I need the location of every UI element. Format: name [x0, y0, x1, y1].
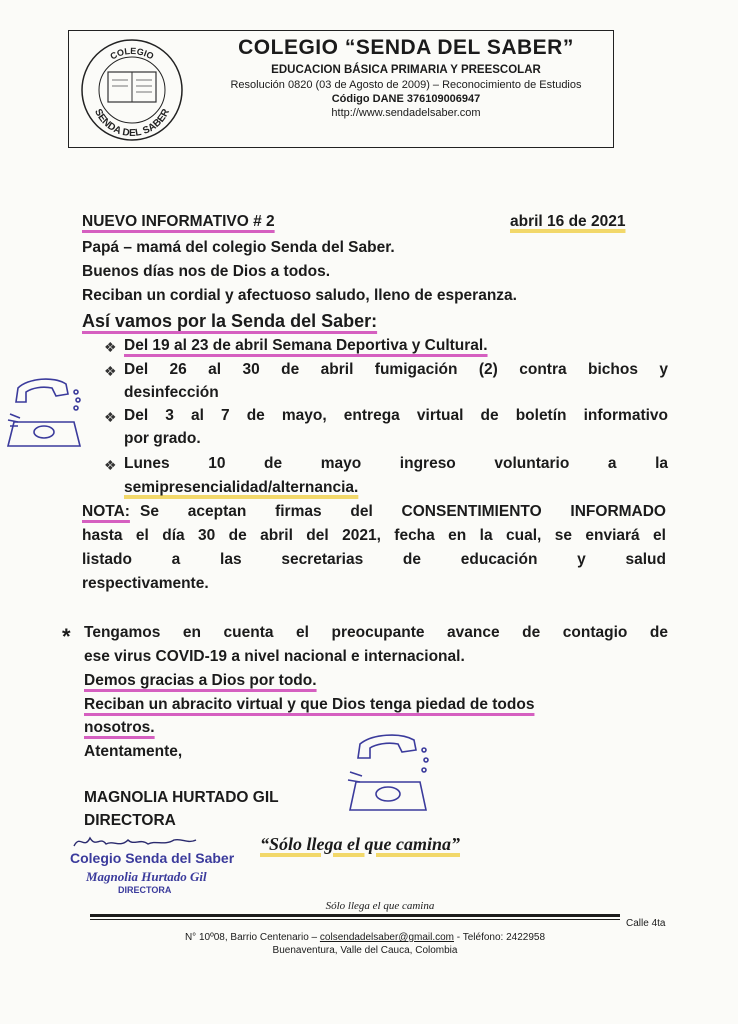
doc-date: abril 16 de 2021 — [510, 213, 626, 230]
note-line-4: respectivamente. — [82, 575, 209, 592]
note-line-1: Se aceptan firmas del CONSENTIMIENTO INFORMADO — [140, 503, 666, 520]
doc-title: NUEVO INFORMATIVO # 2 — [82, 213, 275, 230]
section-heading: Así vamos por la Senda del Saber: — [82, 311, 378, 331]
bullet-2-line-1: Del 26 al 30 de abril fumigación (2) contra bichos y — [124, 361, 668, 378]
signer-role: DIRECTORA — [84, 812, 176, 829]
logo-text-top: COLEGIO — [108, 45, 156, 62]
bullet-icon: ❖ — [104, 339, 117, 355]
bullet-4-line-2: semipresencialidad/alternancia. — [124, 479, 359, 496]
thanks-line: Demos gracias a Dios por todo. — [84, 672, 317, 689]
note-line-3: listado a las secretarias de educación y salud — [82, 551, 666, 568]
footer-email-link[interactable]: colsendadelsaber@gmail.com — [319, 932, 455, 943]
asterisk-mark: * — [62, 624, 71, 649]
bullet-4-line-1: Lunes 10 de mayo ingreso voluntario a la — [124, 455, 668, 472]
footer-city: Buenaventura, Valle del Cauca, Colombia — [272, 945, 458, 956]
bullet-icon: ❖ — [104, 457, 117, 473]
signer-name: MAGNOLIA HURTADO GIL — [84, 789, 279, 806]
school-name: COLEGIO “SENDA DEL SABER” — [238, 36, 574, 59]
bullet-icon: ❖ — [104, 409, 117, 425]
bullet-3-line-2: por grado. — [124, 430, 201, 447]
school-dane-code: Código DANE 376109006947 — [331, 93, 481, 105]
greeting-line-3: Reciban un cordial y afectuoso saludo, lleno de esperanza. — [82, 287, 517, 304]
stamp-line-1: Colegio Senda del Saber — [70, 850, 235, 866]
school-resolution: Resolución 0820 (03 de Agosto de 2009) – Reconocimiento de Estudios — [230, 79, 582, 91]
motto: “Sólo llega el que camina” — [260, 834, 460, 854]
footer-street: Calle 4ta — [626, 918, 666, 929]
covid-line-1: Tengamos en cuenta el preocupante avance de contagio de — [84, 624, 668, 641]
telephone-stamp-icon — [4, 374, 84, 461]
bullet-2-line-2: desinfección — [124, 384, 219, 401]
footer-motto: Sólo llega el que camina — [325, 900, 435, 912]
footer-address-prefix: N° 10º08, Barrio Centenario – — [184, 932, 320, 943]
footer-phone: - Teléfono: 2422958 — [454, 932, 546, 943]
svg-text:COLEGIO — [109, 46, 156, 62]
bullet-1-line-1: Del 19 al 23 de abril Semana Deportiva y Cultural. — [124, 337, 488, 354]
closing: Atentamente, — [84, 743, 183, 760]
bullet-3-line-1: Del 3 al 7 de mayo, entrega virtual de boletín informativo — [124, 407, 668, 424]
hug-line-2: nosotros. — [84, 719, 155, 736]
school-logo — [78, 36, 186, 144]
stamp-line-2: Magnolia Hurtado Gil — [86, 869, 207, 884]
stamp-line-3: DIRECTORA — [118, 885, 172, 895]
logo-text-bottom: SENDA DEL SABER — [92, 107, 172, 140]
hug-line-1: Reciban un abracito virtual y que Dios tenga piedad de todos — [84, 696, 535, 713]
telephone-stamp-icon — [344, 730, 434, 825]
footer-divider — [90, 914, 620, 917]
greeting-line-2: Buenos días nos de Dios a todos. — [82, 263, 331, 280]
school-subtitle: EDUCACION BÁSICA PRIMARIA Y PREESCOLAR — [271, 64, 541, 76]
school-website: http://www.sendadelsaber.com — [331, 107, 481, 119]
bullet-icon: ❖ — [104, 363, 117, 379]
note-line-2: hasta el día 30 de abril del 2021, fecha en la cual, se enviará el — [82, 527, 666, 544]
note-label: NOTA: — [82, 503, 130, 520]
footer-address — [120, 932, 610, 943]
greeting-line-1: Papá – mamá del colegio Senda del Saber. — [82, 239, 395, 256]
covid-line-2: ese virus COVID-19 a nivel nacional e internacional. — [84, 648, 465, 665]
footer-divider-thin — [90, 919, 620, 920]
